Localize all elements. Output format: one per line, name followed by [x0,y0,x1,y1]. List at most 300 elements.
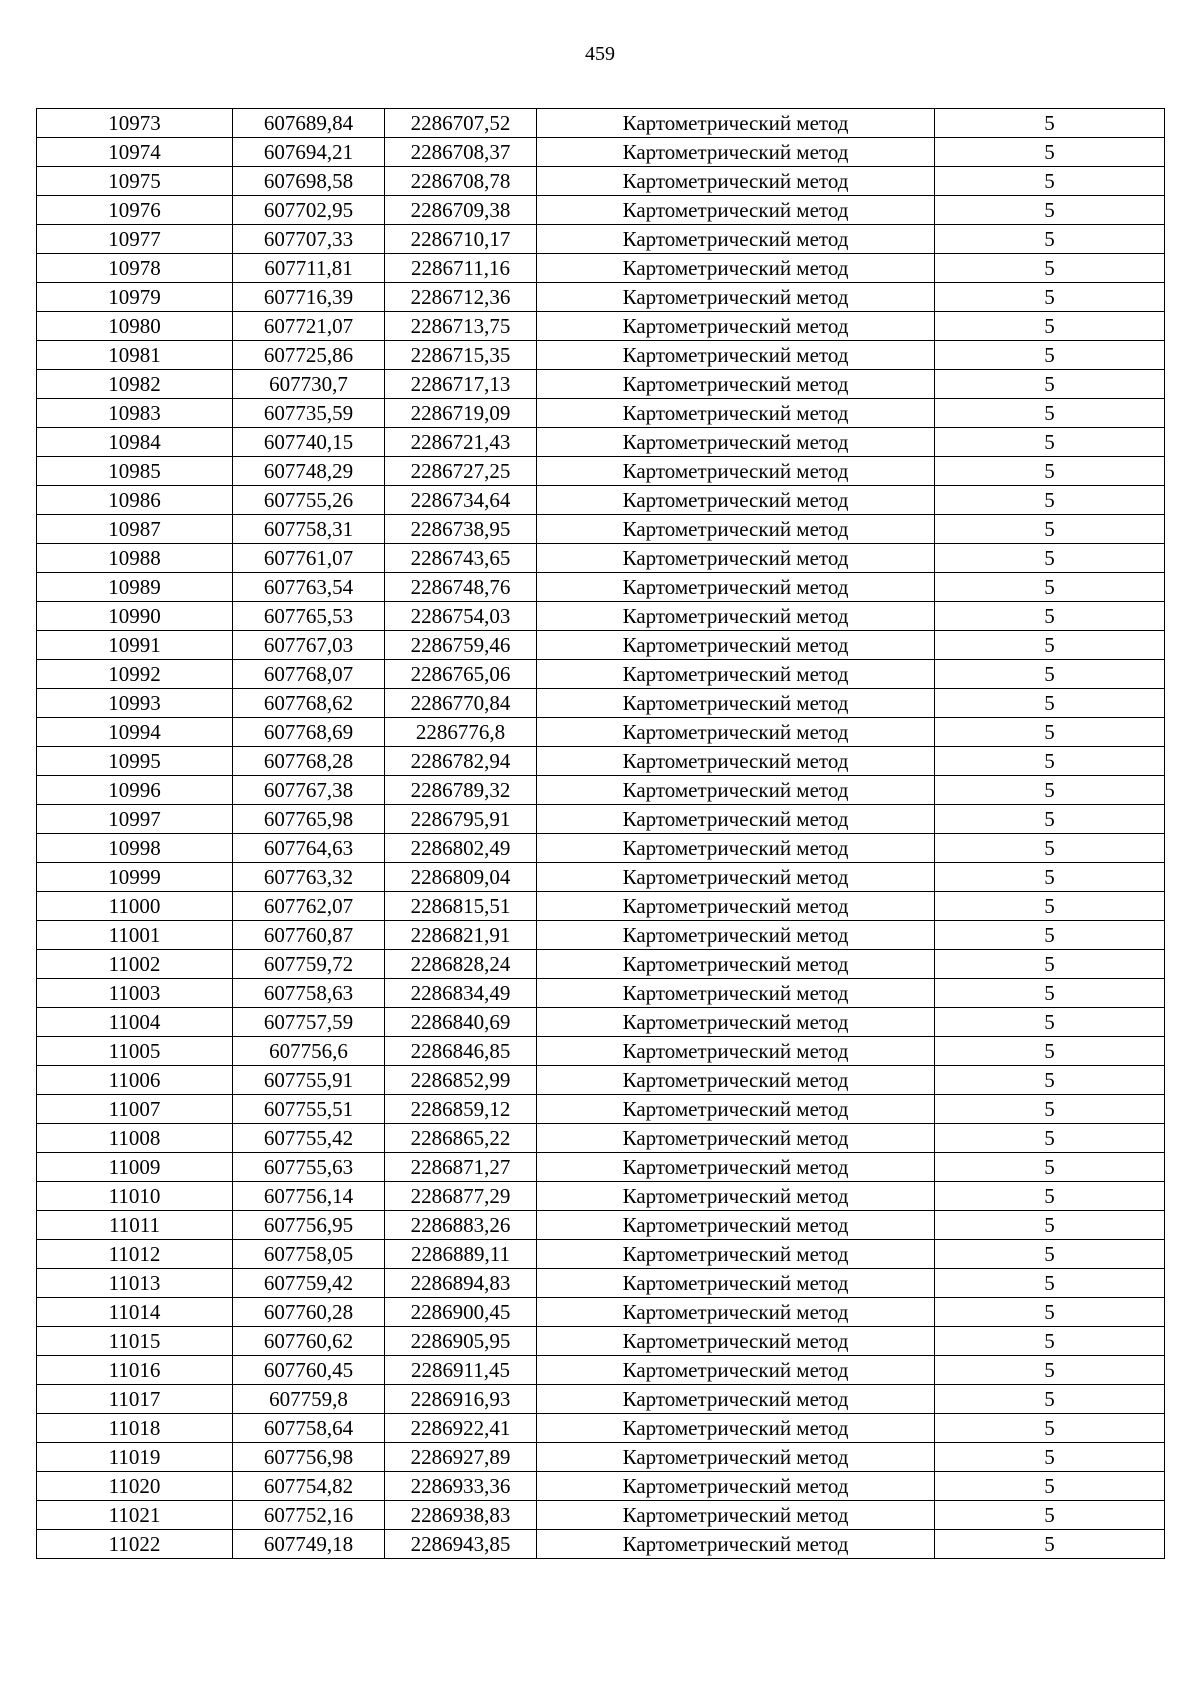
x-coordinate-cell: 607752,16 [233,1501,385,1530]
x-coordinate-cell: 607721,07 [233,312,385,341]
method-cell: Картометрический метод [537,921,935,950]
y-coordinate-cell: 2286871,27 [385,1153,537,1182]
x-coordinate-cell: 607755,42 [233,1124,385,1153]
x-coordinate-cell: 607755,91 [233,1066,385,1095]
y-coordinate-cell: 2286846,85 [385,1037,537,1066]
y-coordinate-cell: 2286894,83 [385,1269,537,1298]
accuracy-cell: 5 [935,1182,1165,1211]
method-cell: Картометрический метод [537,660,935,689]
coordinates-table-body [37,109,1165,1559]
x-coordinate-cell: 607767,03 [233,631,385,660]
table-row [37,979,1165,1008]
x-coordinate-cell: 607768,69 [233,718,385,747]
method-cell: Картометрический метод [537,196,935,225]
accuracy-cell: 5 [935,1414,1165,1443]
method-cell: Картометрический метод [537,1298,935,1327]
page-number: 459 [585,43,615,65]
x-coordinate-cell: 607762,07 [233,892,385,921]
x-coordinate-cell: 607694,21 [233,138,385,167]
accuracy-cell: 5 [935,486,1165,515]
method-cell: Картометрический метод [537,225,935,254]
accuracy-cell: 5 [935,457,1165,486]
y-coordinate-cell: 2286709,38 [385,196,537,225]
y-coordinate-cell: 2286865,22 [385,1124,537,1153]
method-cell: Картометрический метод [537,689,935,718]
y-coordinate-cell: 2286821,91 [385,921,537,950]
x-coordinate-cell: 607756,98 [233,1443,385,1472]
y-coordinate-cell: 2286707,52 [385,109,537,138]
point-number-cell: 11009 [37,1153,233,1182]
table-row [37,1269,1165,1298]
y-coordinate-cell: 2286877,29 [385,1182,537,1211]
y-coordinate-cell: 2286776,8 [385,718,537,747]
point-number-cell: 11014 [37,1298,233,1327]
y-coordinate-cell: 2286905,95 [385,1327,537,1356]
point-number-cell: 11001 [37,921,233,950]
y-coordinate-cell: 2286719,09 [385,399,537,428]
method-cell: Картометрический метод [537,863,935,892]
y-coordinate-cell: 2286889,11 [385,1240,537,1269]
y-coordinate-cell: 2286933,36 [385,1472,537,1501]
method-cell: Картометрический метод [537,602,935,631]
accuracy-cell: 5 [935,1095,1165,1124]
table-row [37,312,1165,341]
y-coordinate-cell: 2286789,32 [385,776,537,805]
method-cell: Картометрический метод [537,486,935,515]
point-number-cell: 10981 [37,341,233,370]
point-number-cell: 11012 [37,1240,233,1269]
method-cell: Картометрический метод [537,1037,935,1066]
method-cell: Картометрический метод [537,1327,935,1356]
table-row [37,1530,1165,1559]
y-coordinate-cell: 2286859,12 [385,1095,537,1124]
method-cell: Картометрический метод [537,515,935,544]
x-coordinate-cell: 607716,39 [233,283,385,312]
accuracy-cell: 5 [935,1008,1165,1037]
point-number-cell: 11002 [37,950,233,979]
y-coordinate-cell: 2286809,04 [385,863,537,892]
x-coordinate-cell: 607730,7 [233,370,385,399]
table-row [37,573,1165,602]
accuracy-cell: 5 [935,660,1165,689]
x-coordinate-cell: 607763,54 [233,573,385,602]
point-number-cell: 10980 [37,312,233,341]
table-row [37,776,1165,805]
table-row [37,399,1165,428]
method-cell: Картометрический метод [537,573,935,602]
method-cell: Картометрический метод [537,254,935,283]
accuracy-cell: 5 [935,254,1165,283]
x-coordinate-cell: 607767,38 [233,776,385,805]
x-coordinate-cell: 607761,07 [233,544,385,573]
y-coordinate-cell: 2286883,26 [385,1211,537,1240]
method-cell: Картометрический метод [537,1414,935,1443]
x-coordinate-cell: 607735,59 [233,399,385,428]
table-row [37,1356,1165,1385]
method-cell: Картометрический метод [537,1095,935,1124]
accuracy-cell: 5 [935,341,1165,370]
accuracy-cell: 5 [935,167,1165,196]
point-number-cell: 10991 [37,631,233,660]
y-coordinate-cell: 2286900,45 [385,1298,537,1327]
accuracy-cell: 5 [935,1240,1165,1269]
method-cell: Картометрический метод [537,1530,935,1559]
accuracy-cell: 5 [935,370,1165,399]
x-coordinate-cell: 607711,81 [233,254,385,283]
x-coordinate-cell: 607756,6 [233,1037,385,1066]
y-coordinate-cell: 2286759,46 [385,631,537,660]
accuracy-cell: 5 [935,312,1165,341]
point-number-cell: 11022 [37,1530,233,1559]
method-cell: Картометрический метод [537,950,935,979]
method-cell: Картометрический метод [537,776,935,805]
x-coordinate-cell: 607759,42 [233,1269,385,1298]
table-row [37,1037,1165,1066]
method-cell: Картометрический метод [537,747,935,776]
x-coordinate-cell: 607760,45 [233,1356,385,1385]
y-coordinate-cell: 2286712,36 [385,283,537,312]
y-coordinate-cell: 2286815,51 [385,892,537,921]
y-coordinate-cell: 2286927,89 [385,1443,537,1472]
table-row [37,1385,1165,1414]
point-number-cell: 10975 [37,167,233,196]
point-number-cell: 11005 [37,1037,233,1066]
x-coordinate-cell: 607768,07 [233,660,385,689]
y-coordinate-cell: 2286708,78 [385,167,537,196]
method-cell: Картометрический метод [537,399,935,428]
table-row [37,428,1165,457]
point-number-cell: 10995 [37,747,233,776]
table-row [37,225,1165,254]
table-row [37,544,1165,573]
x-coordinate-cell: 607758,63 [233,979,385,1008]
accuracy-cell: 5 [935,921,1165,950]
table-row [37,863,1165,892]
table-row [37,1240,1165,1269]
x-coordinate-cell: 607758,05 [233,1240,385,1269]
y-coordinate-cell: 2286911,45 [385,1356,537,1385]
table-row [37,631,1165,660]
point-number-cell: 10989 [37,573,233,602]
method-cell: Картометрический метод [537,167,935,196]
point-number-cell: 11011 [37,1211,233,1240]
y-coordinate-cell: 2286754,03 [385,602,537,631]
table-row [37,283,1165,312]
x-coordinate-cell: 607768,62 [233,689,385,718]
y-coordinate-cell: 2286770,84 [385,689,537,718]
y-coordinate-cell: 2286727,25 [385,457,537,486]
accuracy-cell: 5 [935,515,1165,544]
table-row [37,1182,1165,1211]
table-row [37,689,1165,718]
y-coordinate-cell: 2286922,41 [385,1414,537,1443]
point-number-cell: 10988 [37,544,233,573]
y-coordinate-cell: 2286782,94 [385,747,537,776]
accuracy-cell: 5 [935,1327,1165,1356]
x-coordinate-cell: 607760,87 [233,921,385,950]
method-cell: Картометрический метод [537,979,935,1008]
method-cell: Картометрический метод [537,138,935,167]
x-coordinate-cell: 607707,33 [233,225,385,254]
x-coordinate-cell: 607755,26 [233,486,385,515]
y-coordinate-cell: 2286765,06 [385,660,537,689]
method-cell: Картометрический метод [537,109,935,138]
point-number-cell: 10996 [37,776,233,805]
accuracy-cell: 5 [935,196,1165,225]
table-row [37,109,1165,138]
point-number-cell: 11018 [37,1414,233,1443]
method-cell: Картометрический метод [537,1269,935,1298]
method-cell: Картометрический метод [537,1240,935,1269]
point-number-cell: 10994 [37,718,233,747]
coordinates-table [36,108,1165,1559]
y-coordinate-cell: 2286708,37 [385,138,537,167]
accuracy-cell: 5 [935,1501,1165,1530]
point-number-cell: 10993 [37,689,233,718]
accuracy-cell: 5 [935,573,1165,602]
x-coordinate-cell: 607758,64 [233,1414,385,1443]
table-row [37,138,1165,167]
point-number-cell: 10973 [37,109,233,138]
y-coordinate-cell: 2286711,16 [385,254,537,283]
accuracy-cell: 5 [935,1269,1165,1298]
x-coordinate-cell: 607755,51 [233,1095,385,1124]
x-coordinate-cell: 607763,32 [233,863,385,892]
point-number-cell: 11017 [37,1385,233,1414]
method-cell: Картометрический метод [537,1472,935,1501]
x-coordinate-cell: 607757,59 [233,1008,385,1037]
point-number-cell: 10979 [37,283,233,312]
y-coordinate-cell: 2286721,43 [385,428,537,457]
accuracy-cell: 5 [935,689,1165,718]
x-coordinate-cell: 607765,98 [233,805,385,834]
y-coordinate-cell: 2286834,49 [385,979,537,1008]
x-coordinate-cell: 607759,8 [233,1385,385,1414]
table-row [37,1153,1165,1182]
accuracy-cell: 5 [935,1472,1165,1501]
point-number-cell: 11007 [37,1095,233,1124]
accuracy-cell: 5 [935,283,1165,312]
table-row [37,167,1165,196]
table-row [37,1472,1165,1501]
point-number-cell: 11015 [37,1327,233,1356]
accuracy-cell: 5 [935,1298,1165,1327]
point-number-cell: 10984 [37,428,233,457]
table-row [37,515,1165,544]
x-coordinate-cell: 607755,63 [233,1153,385,1182]
accuracy-cell: 5 [935,892,1165,921]
point-number-cell: 10987 [37,515,233,544]
y-coordinate-cell: 2286738,95 [385,515,537,544]
point-number-cell: 10985 [37,457,233,486]
accuracy-cell: 5 [935,428,1165,457]
x-coordinate-cell: 607740,15 [233,428,385,457]
method-cell: Картометрический метод [537,341,935,370]
accuracy-cell: 5 [935,109,1165,138]
x-coordinate-cell: 607756,14 [233,1182,385,1211]
table-row [37,602,1165,631]
point-number-cell: 11021 [37,1501,233,1530]
x-coordinate-cell: 607689,84 [233,109,385,138]
y-coordinate-cell: 2286828,24 [385,950,537,979]
method-cell: Картометрический метод [537,718,935,747]
x-coordinate-cell: 607698,58 [233,167,385,196]
point-number-cell: 11008 [37,1124,233,1153]
x-coordinate-cell: 607759,72 [233,950,385,979]
y-coordinate-cell: 2286840,69 [385,1008,537,1037]
method-cell: Картометрический метод [537,544,935,573]
table-row [37,1211,1165,1240]
method-cell: Картометрический метод [537,1356,935,1385]
table-row [37,805,1165,834]
accuracy-cell: 5 [935,1530,1165,1559]
y-coordinate-cell: 2286734,64 [385,486,537,515]
accuracy-cell: 5 [935,1066,1165,1095]
accuracy-cell: 5 [935,1124,1165,1153]
accuracy-cell: 5 [935,718,1165,747]
point-number-cell: 10997 [37,805,233,834]
x-coordinate-cell: 607702,95 [233,196,385,225]
method-cell: Картометрический метод [537,631,935,660]
x-coordinate-cell: 607756,95 [233,1211,385,1240]
table-row [37,1095,1165,1124]
x-coordinate-cell: 607760,28 [233,1298,385,1327]
table-row [37,1066,1165,1095]
point-number-cell: 11006 [37,1066,233,1095]
accuracy-cell: 5 [935,1153,1165,1182]
table-row [37,834,1165,863]
accuracy-cell: 5 [935,776,1165,805]
y-coordinate-cell: 2286748,76 [385,573,537,602]
method-cell: Картометрический метод [537,1124,935,1153]
method-cell: Картометрический метод [537,1066,935,1095]
point-number-cell: 10976 [37,196,233,225]
y-coordinate-cell: 2286916,93 [385,1385,537,1414]
point-number-cell: 10992 [37,660,233,689]
method-cell: Картометрический метод [537,1211,935,1240]
y-coordinate-cell: 2286938,83 [385,1501,537,1530]
table-row [37,747,1165,776]
y-coordinate-cell: 2286717,13 [385,370,537,399]
y-coordinate-cell: 2286943,85 [385,1530,537,1559]
method-cell: Картометрический метод [537,1153,935,1182]
table-row [37,341,1165,370]
x-coordinate-cell: 607725,86 [233,341,385,370]
point-number-cell: 10982 [37,370,233,399]
x-coordinate-cell: 607768,28 [233,747,385,776]
point-number-cell: 10983 [37,399,233,428]
accuracy-cell: 5 [935,1037,1165,1066]
table-row [37,457,1165,486]
table-row [37,196,1165,225]
point-number-cell: 10999 [37,863,233,892]
accuracy-cell: 5 [935,225,1165,254]
accuracy-cell: 5 [935,863,1165,892]
accuracy-cell: 5 [935,950,1165,979]
accuracy-cell: 5 [935,1356,1165,1385]
y-coordinate-cell: 2286710,17 [385,225,537,254]
table-row [37,921,1165,950]
point-number-cell: 11004 [37,1008,233,1037]
x-coordinate-cell: 607760,62 [233,1327,385,1356]
point-number-cell: 10978 [37,254,233,283]
accuracy-cell: 5 [935,631,1165,660]
y-coordinate-cell: 2286715,35 [385,341,537,370]
table-row [37,1443,1165,1472]
accuracy-cell: 5 [935,805,1165,834]
table-row [37,370,1165,399]
method-cell: Картометрический метод [537,283,935,312]
table-row [37,486,1165,515]
y-coordinate-cell: 2286743,65 [385,544,537,573]
method-cell: Картометрический метод [537,1008,935,1037]
x-coordinate-cell: 607748,29 [233,457,385,486]
accuracy-cell: 5 [935,1211,1165,1240]
point-number-cell: 10986 [37,486,233,515]
point-number-cell: 11020 [37,1472,233,1501]
table-row [37,1124,1165,1153]
x-coordinate-cell: 607749,18 [233,1530,385,1559]
method-cell: Картометрический метод [537,805,935,834]
accuracy-cell: 5 [935,602,1165,631]
point-number-cell: 11000 [37,892,233,921]
point-number-cell: 11003 [37,979,233,1008]
method-cell: Картометрический метод [537,1385,935,1414]
method-cell: Картометрический метод [537,1501,935,1530]
x-coordinate-cell: 607765,53 [233,602,385,631]
table-row [37,1327,1165,1356]
method-cell: Картометрический метод [537,370,935,399]
point-number-cell: 11019 [37,1443,233,1472]
y-coordinate-cell: 2286802,49 [385,834,537,863]
point-number-cell: 11013 [37,1269,233,1298]
accuracy-cell: 5 [935,979,1165,1008]
method-cell: Картометрический метод [537,834,935,863]
point-number-cell: 10998 [37,834,233,863]
y-coordinate-cell: 2286713,75 [385,312,537,341]
y-coordinate-cell: 2286852,99 [385,1066,537,1095]
table-row [37,1298,1165,1327]
accuracy-cell: 5 [935,399,1165,428]
method-cell: Картометрический метод [537,428,935,457]
accuracy-cell: 5 [935,138,1165,167]
method-cell: Картометрический метод [537,892,935,921]
point-number-cell: 11016 [37,1356,233,1385]
table-row [37,1008,1165,1037]
method-cell: Картометрический метод [537,1182,935,1211]
x-coordinate-cell: 607754,82 [233,1472,385,1501]
table-row [37,950,1165,979]
y-coordinate-cell: 2286795,91 [385,805,537,834]
accuracy-cell: 5 [935,747,1165,776]
point-number-cell: 11010 [37,1182,233,1211]
accuracy-cell: 5 [935,1443,1165,1472]
table-row [37,254,1165,283]
x-coordinate-cell: 607758,31 [233,515,385,544]
table-row [37,660,1165,689]
point-number-cell: 10990 [37,602,233,631]
accuracy-cell: 5 [935,834,1165,863]
table-row [37,892,1165,921]
table-row [37,1414,1165,1443]
method-cell: Картометрический метод [537,1443,935,1472]
point-number-cell: 10977 [37,225,233,254]
table-row [37,718,1165,747]
accuracy-cell: 5 [935,544,1165,573]
table-row [37,1501,1165,1530]
accuracy-cell: 5 [935,1385,1165,1414]
point-number-cell: 10974 [37,138,233,167]
